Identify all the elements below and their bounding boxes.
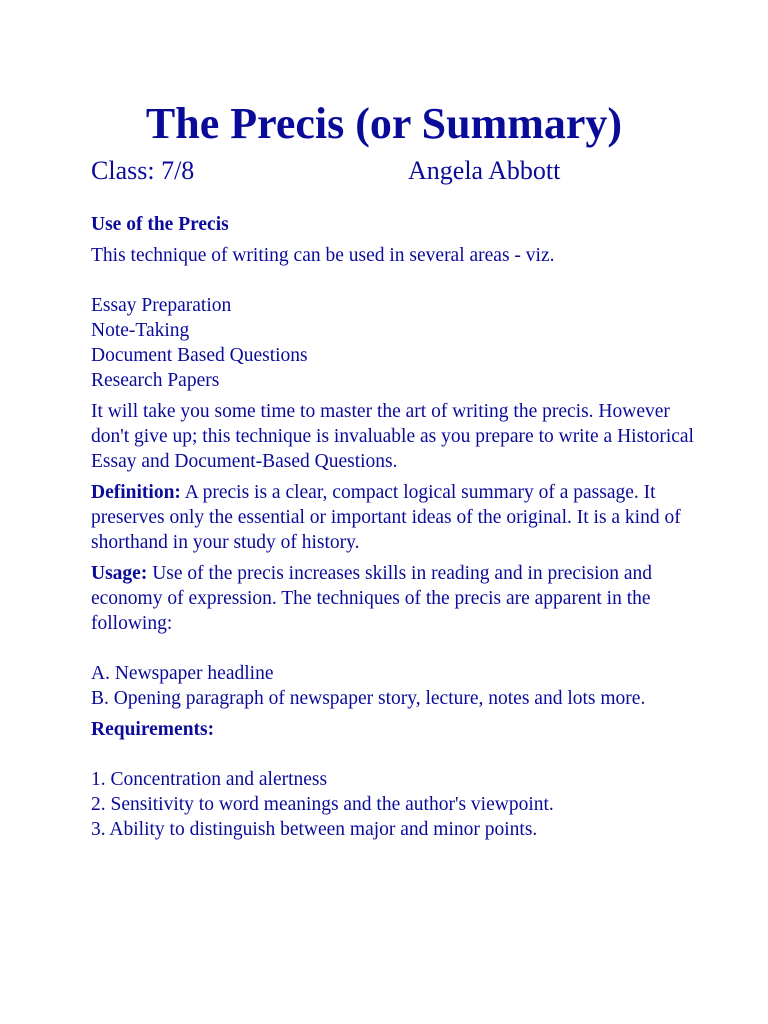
list-item: Document Based Questions: [91, 345, 308, 366]
use-heading: Use of the Precis: [91, 214, 229, 235]
list-item: Essay Preparation: [91, 295, 232, 316]
areas-list: [91, 293, 711, 393]
techniques-list: [91, 661, 711, 711]
list-item: Note-Taking: [91, 320, 190, 341]
requirements-heading: Requirements:: [91, 719, 215, 740]
list-item: 3. Ability to distinguish between major and minor points.: [91, 819, 538, 840]
usage-paragraph: [91, 561, 711, 636]
usage-label: Usage:: [91, 563, 148, 584]
definition-text: A precis is a clear, compact logical summary of a passage. It preserves only the essential or important ideas of the original. It is a kind of shorthand in your study of history.: [91, 482, 681, 553]
definition-paragraph: [91, 480, 711, 555]
document-body: [91, 212, 711, 842]
list-item: Research Papers: [91, 370, 220, 391]
page-title: The Precis (or Summary): [145, 99, 623, 148]
usage-text: Use of the precis increases skills in reading and in precision and economy of expression. The techniques of the precis are apparent in the following:: [91, 563, 653, 634]
requirements-list: [91, 767, 711, 842]
list-item: 1. Concentration and alertness: [91, 769, 328, 790]
list-item: A. Newspaper headline: [91, 663, 274, 684]
use-intro: This technique of writing can be used in several areas - viz.: [91, 245, 555, 266]
list-item: 2. Sensitivity to word meanings and the author's viewpoint.: [91, 794, 554, 815]
master-paragraph: It will take you some time to master the art of writing the precis. However don't give up; this technique is invaluable as you prepare to write a Historical Essay and Document-Based Questions.: [91, 401, 694, 472]
list-item: B. Opening paragraph of newspaper story, lecture, notes and lots more.: [91, 688, 646, 709]
class-label: Class: 7/8: [91, 156, 195, 185]
author-name: Angela Abbott: [408, 156, 561, 185]
definition-label: Definition:: [91, 482, 181, 503]
